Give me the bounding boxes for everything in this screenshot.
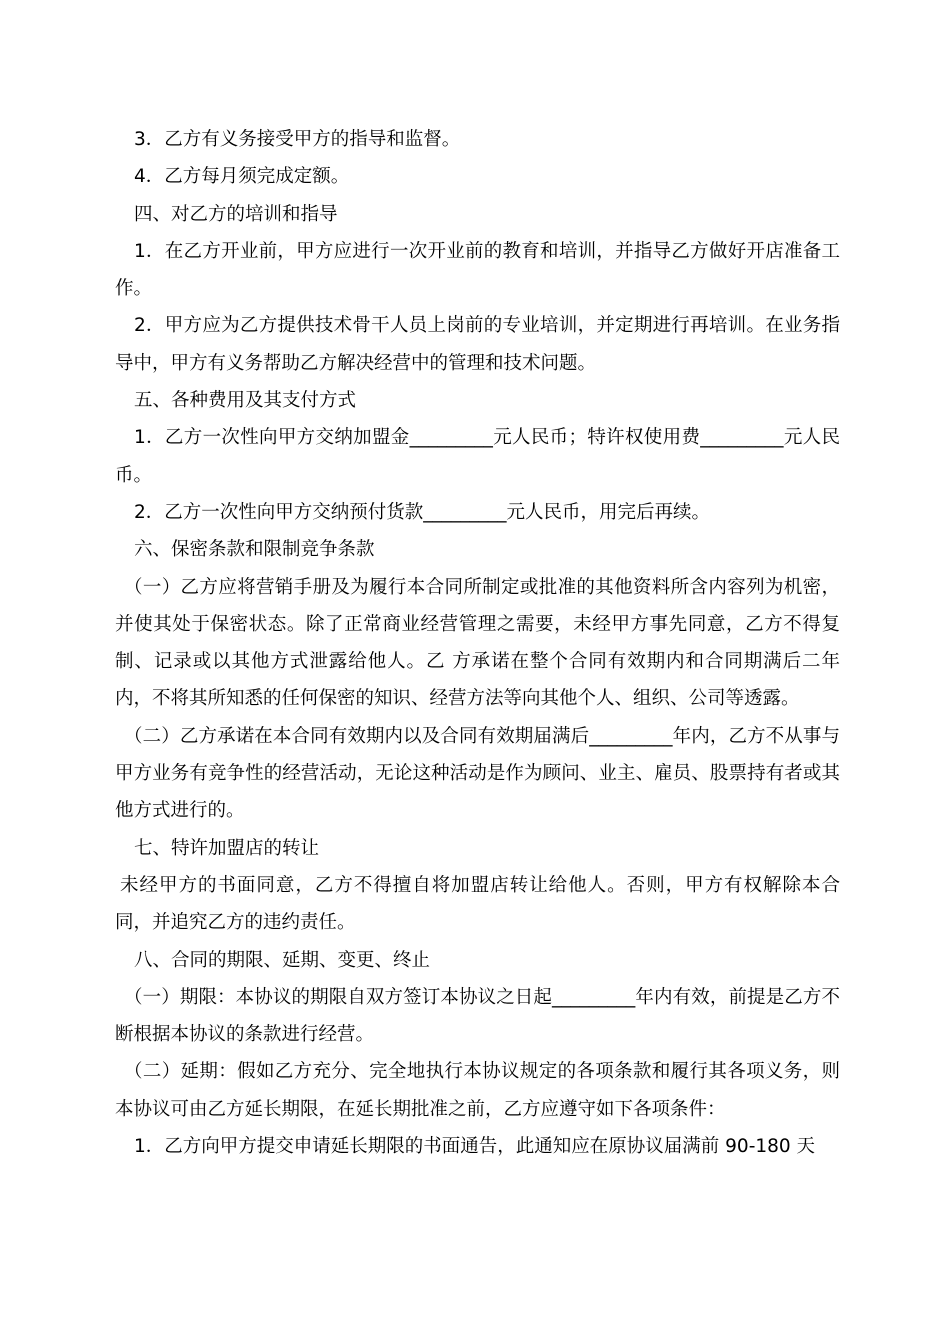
paragraph-clause-3: 3．乙方有义务接受甲方的指导和监督。 xyxy=(134,129,461,150)
contract-text xyxy=(115,121,840,1165)
paragraph-clause-4: 4．乙方每月须完成定额。 xyxy=(134,166,350,188)
section-heading-training: 四、对乙方的培训和指导 xyxy=(134,203,338,225)
paragraph-extension-1: 1．乙方向甲方提交申请延长期限的书面通告，此通知应在原协议届满前 90-180 天 xyxy=(134,1136,816,1158)
paragraph-term-extension: （二）延期：假如乙方充分、完全地执行本协议规定的各项条款和履行其各项义务，则本协议可由乙方延长期限，在延长期批准之前，乙方应遵守如下各项条件： xyxy=(115,1061,840,1120)
paragraph-term-period: （一）期限：本协议的期限自双方签订本协议之日起_________年内有效，前提是乙方不断根据本协议的条款进行经营。 xyxy=(115,986,840,1046)
section-heading-fees: 五、各种费用及其支付方式 xyxy=(134,390,357,412)
paragraph-training-2: 2．甲方应为乙方提供技术骨干人员上岗前的专业培训，并定期进行再培训。在业务指导中，甲方有义务帮助乙方解决经营中的管理和技术问题。 xyxy=(115,315,840,374)
paragraph-training-1: 1．在乙方开业前，甲方应进行一次开业前的教育和培训，并指导乙方做好开店准备工作。 xyxy=(115,240,840,300)
section-heading-confidentiality: 六、保密条款和限制竞争条款 xyxy=(134,539,375,561)
section-heading-transfer: 七、特许加盟店的转让 xyxy=(134,837,320,859)
paragraph-confidentiality-2: （二）乙方承诺在本合同有效期内以及合同有效期届满后_________年内，乙方不从事与甲方业务有竞争性的经营活动，无论这种活动是作为顾问、业主、雇员、股票持有者或其他方式进行的。 xyxy=(115,725,840,822)
paragraph-transfer: 未经甲方的书面同意，乙方不得擅自将加盟店转让给他人。否则，甲方有权解除本合同，并追究乙方的违约责任。 xyxy=(115,874,840,934)
paragraph-fees-2: 2．乙方一次性向甲方交纳预付货款_________元人民币，用完后再续。 xyxy=(134,501,711,523)
paragraph-confidentiality-1: （一）乙方应将营销手册及为履行本合同所制定或批准的其他资料所含内容列为机密，并使其处于保密状态。除了正常商业经营管理之需要，未经甲方事先同意，乙方不得复制、记录或以其他方式泄露给他人。乙 方承诺在整个合同有效期内和合同期满后二年内，不将其所知悉的任何保密的知识、经营方法等向其他个人、组织、公司等透露。 xyxy=(115,576,840,710)
paragraph-fees-1: 1．乙方一次性向甲方交纳加盟金_________元人民币；特许权使用费_________元人民币。 xyxy=(115,427,840,486)
section-heading-term: 八、合同的期限、延期、变更、终止 xyxy=(134,949,431,971)
